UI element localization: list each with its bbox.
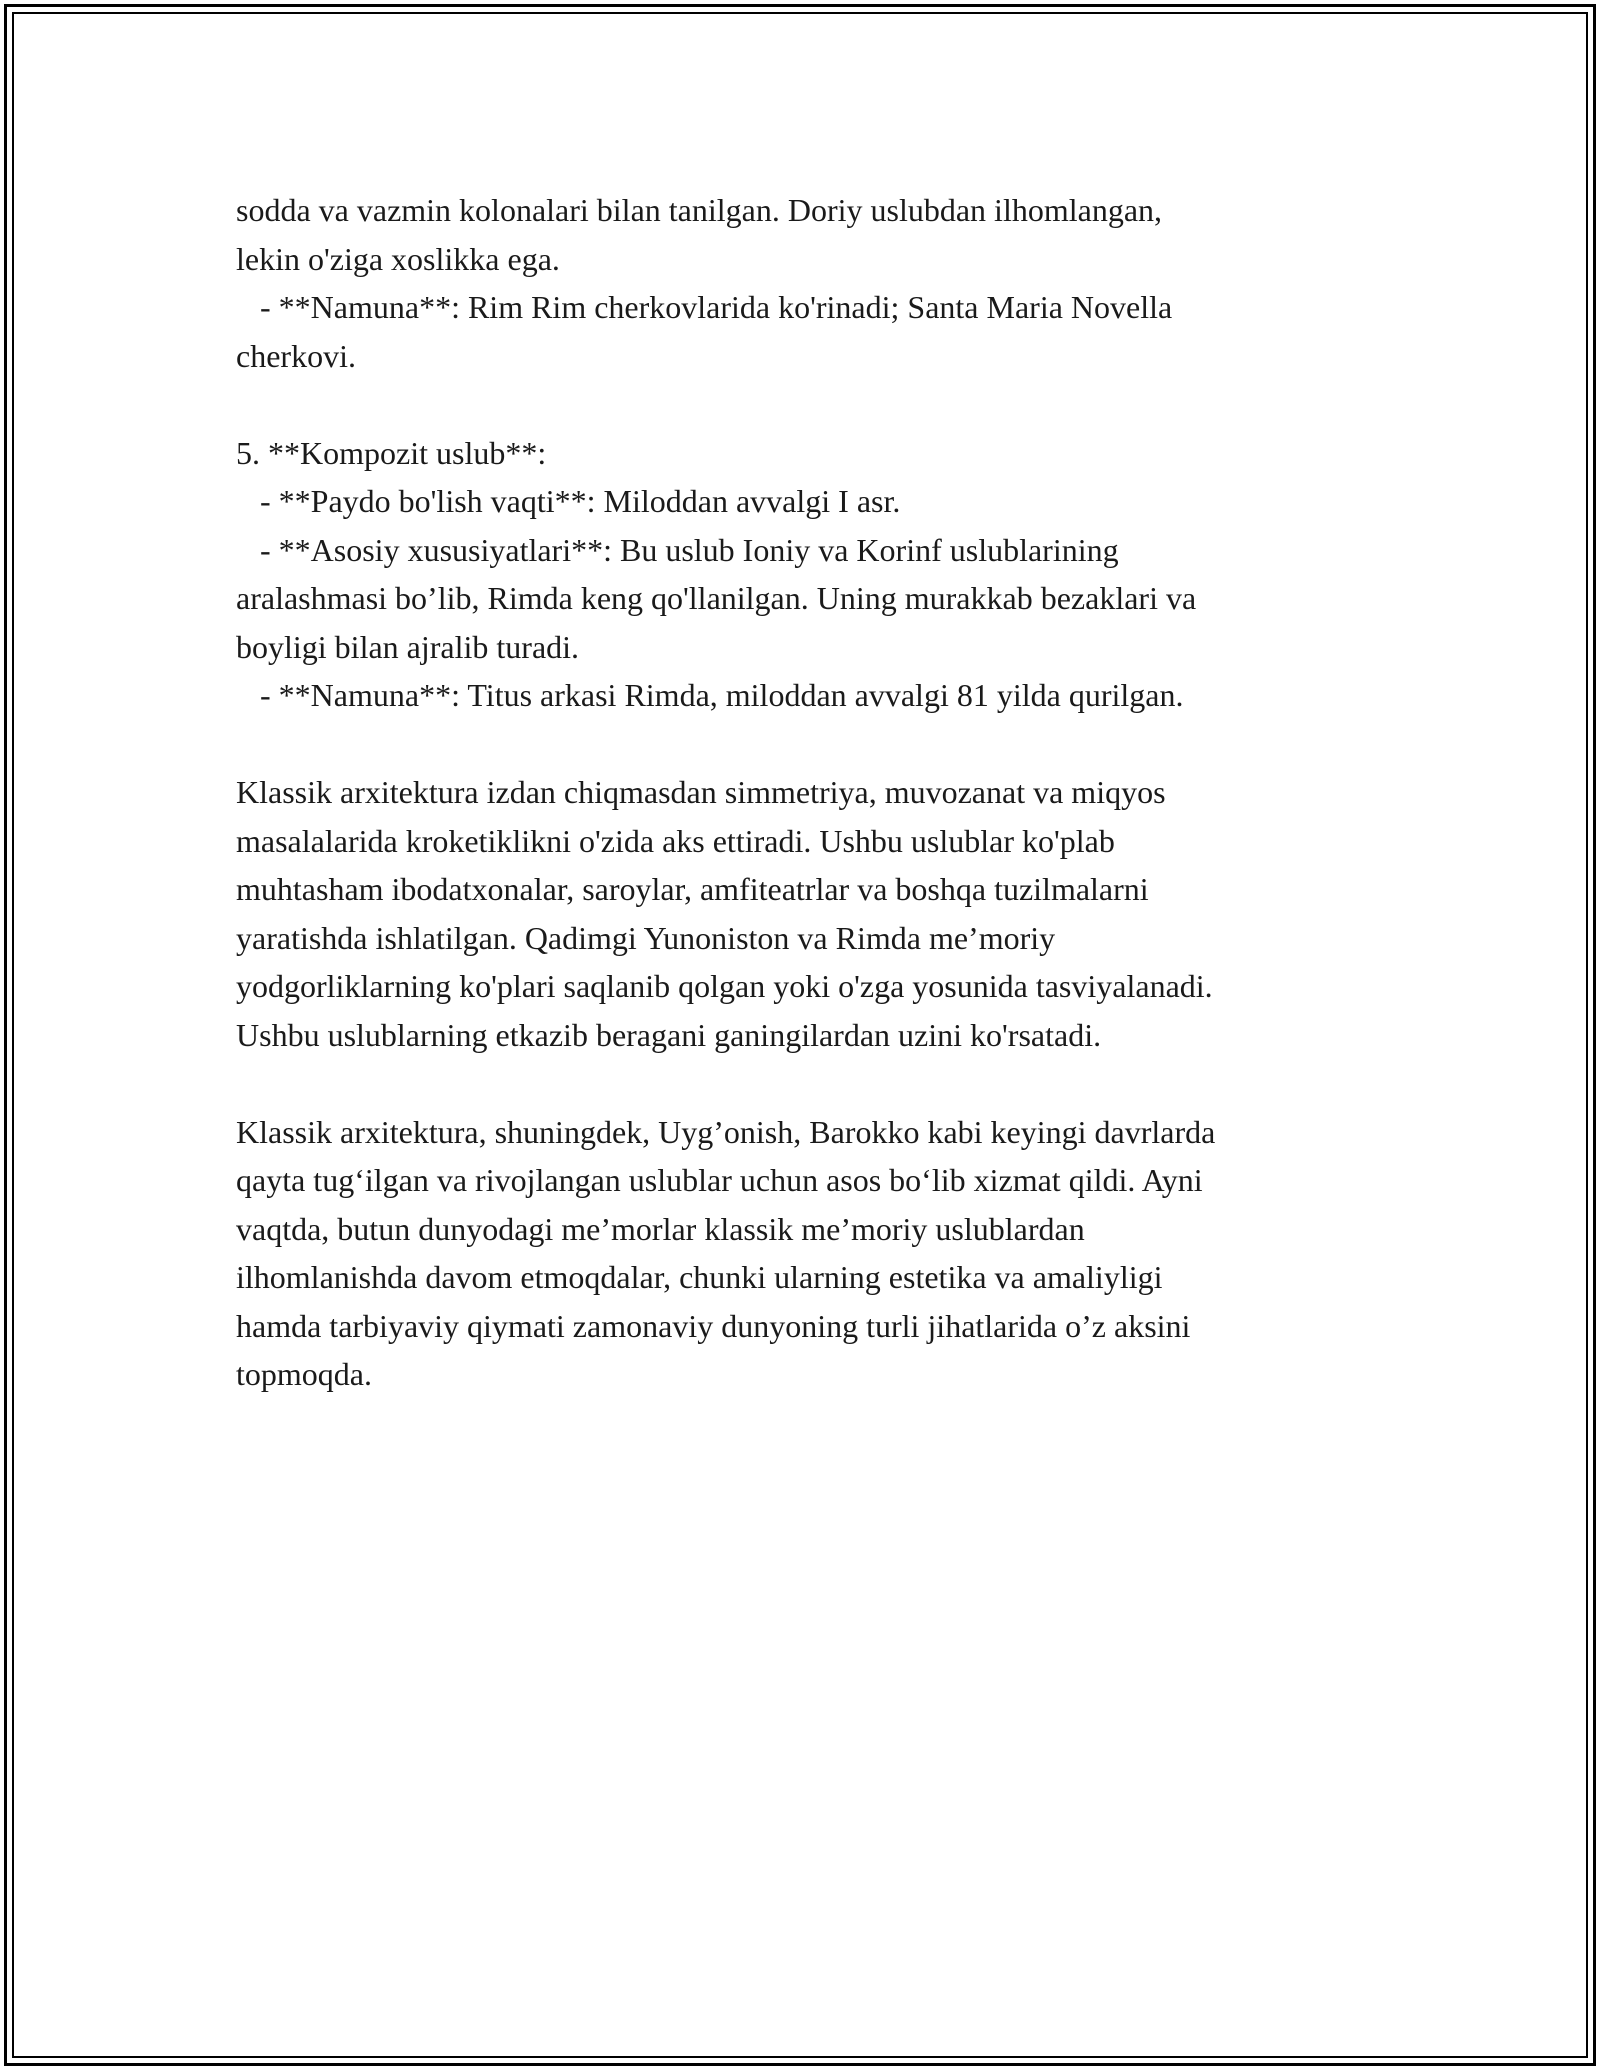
text-line: topmoqda.: [236, 1356, 372, 1392]
text-line: lekin o'ziga xoslikka ega.: [236, 240, 560, 277]
paragraph-gap: [236, 720, 1396, 769]
text-line: - **Namuna**: Titus arkasi Rimda, miloddan avvalgi 81 yilda qurilgan.: [236, 677, 1184, 713]
text-line: yodgorliklarning ko'plari saqlanib qolgan yoki o'zga yosunida tasviyalanadi.: [236, 968, 1213, 1004]
text-line: qayta tug‘ilgan va rivojlangan uslublar uchun asos bo‘lib xizmat qildi. Ayni: [236, 1162, 1203, 1198]
text-line: sodda va vazmin kolonalari bilan tanilgan. Doriy uslubdan ilhomlangan,: [236, 192, 1163, 228]
text-line: 5. **Kompozit uslub**:: [236, 434, 547, 471]
text-line: - **Paydo bo'lish vaqti**: Miloddan avvalgi I asr.: [236, 483, 901, 519]
text-line: - **Asosiy xususiyatlari**: Bu uslub Ioniy va Korinf uslublarining: [236, 531, 1119, 568]
text-line: muhtasham ibodatxonalar, saroylar, amfiteatrlar va boshqa tuzilmalarni: [236, 871, 1149, 907]
text-line: ilhomlanishda davom etmoqdalar, chunki ularning estetika va amaliyligi: [236, 1259, 1163, 1295]
text-line: cherkovi.: [236, 337, 356, 374]
text-line: vaqtda, butun dunyodagi me’morlar klassik me’moriy uslublardan: [236, 1210, 1085, 1247]
text-line: - **Namuna**: Rim Rim cherkovlarida ko'rinadi; Santa Maria Novella: [236, 289, 1173, 325]
text-line: boyligi bilan ajralib turadi.: [236, 628, 580, 665]
paragraph-gap: [236, 380, 1396, 429]
document-body: [236, 186, 1396, 1399]
text-line: Klassik arxitektura, shuningdek, Uyg’onish, Barokko kabi keyingi davrlarda: [236, 1113, 1216, 1150]
text-line: hamda tarbiyaviy qiymati zamonaviy dunyoning turli jihatlarida o’z aksini: [236, 1307, 1191, 1344]
text-line: masalalarida kroketiklikni o'zida aks ettiradi. Ushbu uslublar ko'plab: [236, 822, 1115, 859]
text-line: aralashmasi bo’lib, Rimda keng qo'llanilgan. Uning murakkab bezaklari va: [236, 580, 1197, 616]
text-line: Ushbu uslublarning etkazib beragani ganingilardan uzini ko'rsatadi.: [236, 1016, 1102, 1053]
text-line: yaratishda ishlatilgan. Qadimgi Yunoniston va Rimda me’moriy: [236, 919, 1056, 956]
text-line: Klassik arxitektura izdan chiqmasdan simmetriya, muvozanat va miqyos: [236, 774, 1166, 810]
paragraph-gap: [236, 1059, 1396, 1108]
